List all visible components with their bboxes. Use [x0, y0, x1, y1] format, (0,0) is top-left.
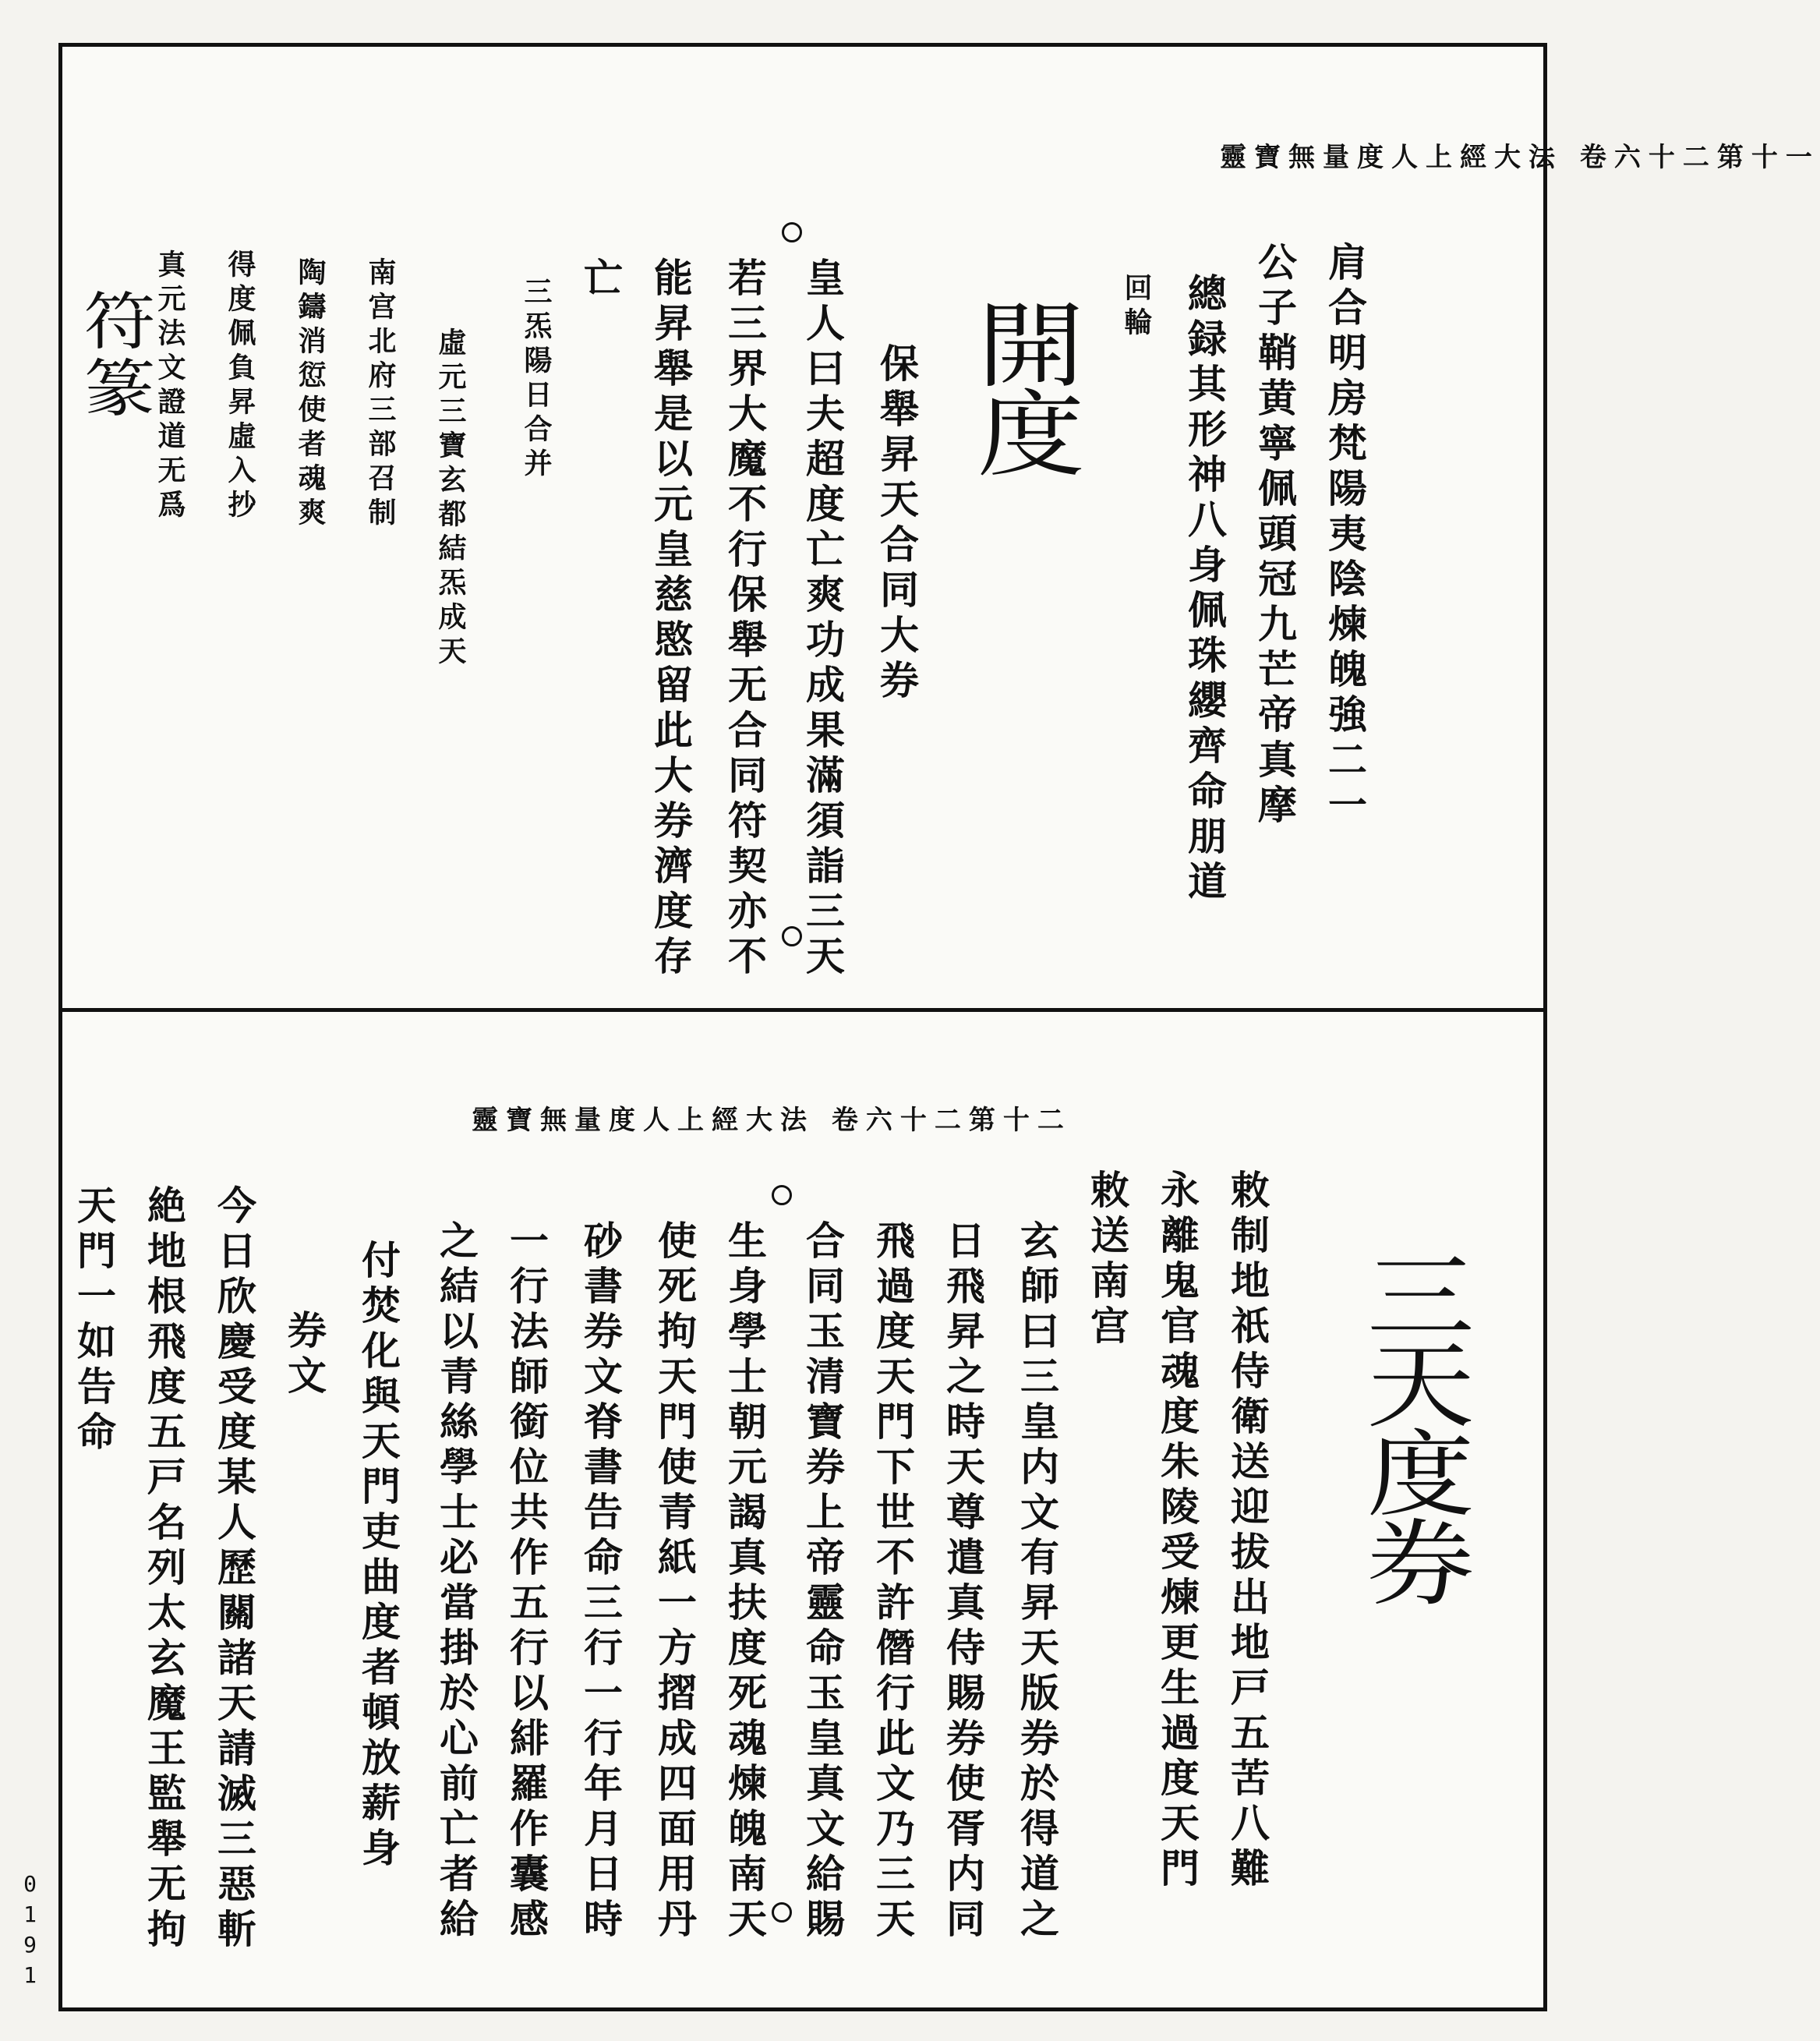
bottom-col-8: 生身學士朝元謁真扶度死魂煉魄南天	[722, 1220, 768, 1944]
top-col-15: 真元法文證道无爲	[154, 249, 186, 524]
circle-mark	[772, 1185, 792, 1205]
top-col-3: 總録其形神八身佩珠纓齊命朋道	[1182, 273, 1228, 906]
bottom-col-3: 敕送南宫	[1084, 1169, 1130, 1350]
page-divider	[58, 1008, 1547, 1012]
bottom-col-6: 飛過度天門下世不許僭行此文乃三天	[870, 1220, 916, 1944]
top-talisman-strip: 符篆	[72, 288, 156, 423]
top-col-9: 亡	[578, 257, 624, 302]
circle-mark	[772, 1902, 792, 1923]
bottom-col-1: 敕制地祇侍衛送迎拔出地戸五苦八難	[1225, 1169, 1270, 1893]
bottom-col-5: 日飛昇之時天尊遣真侍賜券使胥内同	[940, 1220, 986, 1944]
top-col-12: 南宫北府三部召制	[364, 257, 397, 532]
bottom-col-15: 今日欣慶受度某人歷關諸天請滅三惡斬	[211, 1185, 257, 1954]
top-seal-characters: 開度	[959, 296, 1084, 474]
bottom-col-10: 砂書券文脊書告命三行一行年月日時	[578, 1220, 624, 1944]
top-col-8: 能昇舉是以元皇慈愍留此大券濟度存	[648, 257, 694, 981]
bottom-col-11: 一行法師銜位共作五行以緋羅作囊感	[504, 1220, 550, 1944]
bottom-col-14: 券文	[281, 1310, 327, 1400]
top-col-10: 三炁陽日合并	[520, 277, 553, 483]
top-header: 靈寶無量度人上經大法 卷六十二第十一	[1220, 142, 1820, 173]
circle-mark	[782, 222, 802, 242]
bottom-seal-title: 三天度券	[1348, 1247, 1474, 1603]
circle-mark	[782, 926, 802, 946]
top-col-14: 得度佩負昇虛入抄	[224, 249, 256, 524]
bottom-col-7: 合同玉清寶券上帝靈命玉皇真文給賜	[800, 1220, 846, 1944]
bottom-col-4: 玄師曰三皇内文有昇天版券於得道之	[1014, 1220, 1060, 1944]
bottom-col-17: 天門一如告命	[71, 1185, 117, 1456]
top-col-6: 皇人曰夫超度亡爽功成果滿須詣三天	[800, 257, 846, 981]
top-col-1: 肩合明房梵陽夷陰煉魄強二一	[1322, 242, 1368, 829]
top-col-4: 回輪	[1120, 273, 1153, 341]
top-col-13: 陶鑄消愆使者魂爽	[294, 257, 327, 532]
top-col-11: 虛元三寶玄都結炁成天	[434, 327, 467, 670]
bottom-col-12: 之結以青絲學士必當掛於心前亡者給	[433, 1220, 479, 1944]
top-col-2: 公子鞘黄寧佩頭冠九芒帝真摩	[1252, 242, 1298, 829]
top-col-7: 若三界大魔不行保舉无合同符契亦不	[722, 257, 768, 981]
top-col-5: 保舉昇天合同大券	[874, 343, 920, 705]
bottom-col-13: 付焚化與天門吏曲度者頓放薪身	[355, 1240, 401, 1873]
bottom-col-16: 絶地根飛度五戸名列太玄魔王監舉无拘	[141, 1185, 187, 1954]
bottom-col-2: 永離鬼官魂度朱陵受煉更生過度天門	[1154, 1169, 1200, 1893]
bottom-header: 靈寶無量度人上經大法 卷六十二第十二	[472, 1105, 1072, 1136]
page-number: 0191	[17, 1871, 43, 1993]
bottom-col-9: 使死拘天門使青紙一方摺成四面用丹	[652, 1220, 698, 1944]
